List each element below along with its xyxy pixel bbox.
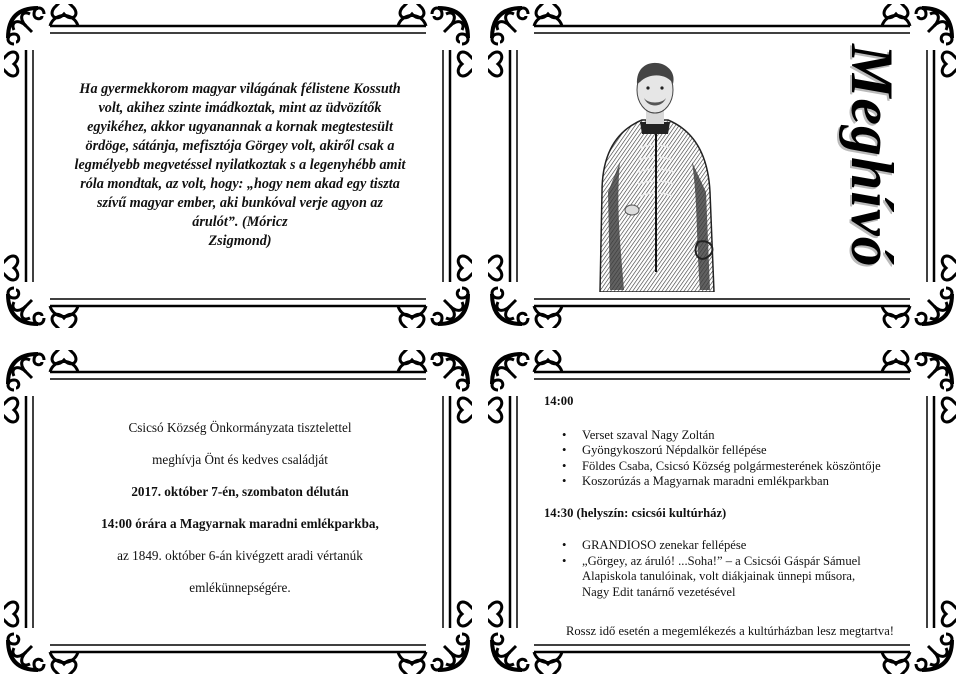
quote-panel (4, 4, 472, 328)
quote-line: legmélyebb megvetéssel nyilatkoztak s a legenyhébb amit (74, 157, 406, 173)
heart-flourish-icon (4, 52, 18, 76)
list-item: • Koszorúzás a Magyarnak maradni emlékparkban (582, 474, 924, 490)
heart-flourish-icon (4, 256, 18, 280)
heart-flourish-icon (4, 398, 18, 422)
heart-flourish-icon (458, 398, 472, 422)
heart-flourish-icon (942, 602, 956, 626)
quote-line: Ha gyermekkorom magyar világának félistene Kossuth (79, 81, 401, 97)
program-time: 14:30 (helyszín: csicsói kultúrház) (544, 505, 727, 520)
invitation-line: az 1849. október 6-án kivégzett aradi vértanúk (117, 548, 363, 563)
list-item: • Verset szaval Nagy Zoltán (582, 428, 924, 444)
list-item: • Gyöngykoszorú Népdalkör fellépése (582, 443, 924, 459)
portrait-engraving (580, 52, 730, 292)
quote-line: árulót”. (Móricz (192, 214, 288, 230)
invitation-panel (4, 350, 472, 674)
program-panel (488, 350, 956, 674)
quote-line: egyikéhez, akkor ugyanannak a kornak megtestesült (87, 119, 393, 135)
invitation-time-place: 14:00 órára a Magyarnak maradni emlékparkba, (101, 516, 379, 531)
program-text (544, 394, 924, 640)
heart-flourish-icon (942, 52, 956, 76)
heart-flourish-icon (488, 52, 502, 76)
list-item: • Földes Csaba, Csicsó Község polgármesterének köszöntője (582, 459, 924, 475)
quote-line: róla mondtak, az volt, hogy: „hogy nem akad egy tiszta (80, 176, 400, 192)
heart-flourish-icon (488, 398, 502, 422)
heart-flourish-icon (4, 602, 18, 626)
quote-text (44, 80, 436, 251)
quote-line: volt, akihez szinte imádkoztak, mint az üdvözítők (98, 100, 382, 116)
cover-panel (488, 4, 956, 328)
invitation-title: Meghívó (839, 44, 905, 268)
list-item: • GRANDIOSO zenekar fellépése (582, 538, 924, 554)
invitation-text (64, 420, 416, 596)
heart-flourish-icon (458, 256, 472, 280)
program-list (544, 538, 924, 600)
weather-note: Rossz idő esetén a megemlékezés a kultúrházban lesz megtartva! (565, 624, 894, 638)
heart-flourish-icon (488, 256, 502, 280)
invitation-line: meghívja Önt és kedves családját (152, 452, 328, 467)
quote-line: Zsigmond) (208, 233, 272, 249)
invitation-line: Csicsó Község Önkormányzata tisztelettel (128, 420, 352, 435)
heart-flourish-icon (458, 52, 472, 76)
program-time: 14:00 (544, 394, 574, 408)
quote-line: szívű magyar ember, aki bunkóval verje agyon az (96, 195, 384, 211)
heart-flourish-icon (942, 256, 956, 280)
list-item: • „Görgey, az áruló! ...Soha!” – a Csicsói Gáspár Sámuel Alapiskola tanulóinak, volt diákjainak ünnepi műsora, Nagy Edit tanárnő vezetésével (582, 554, 924, 601)
heart-flourish-icon (488, 602, 502, 626)
invitation-date: 2017. október 7-én, szombaton délután (131, 484, 349, 499)
quote-line: ördöge, sátánja, mefisztója Görgey volt, akiről csak a (85, 138, 395, 154)
invitation-line: emlékünnepségére. (189, 580, 291, 595)
program-list (544, 428, 924, 490)
heart-flourish-icon (458, 602, 472, 626)
heart-flourish-icon (942, 398, 956, 422)
